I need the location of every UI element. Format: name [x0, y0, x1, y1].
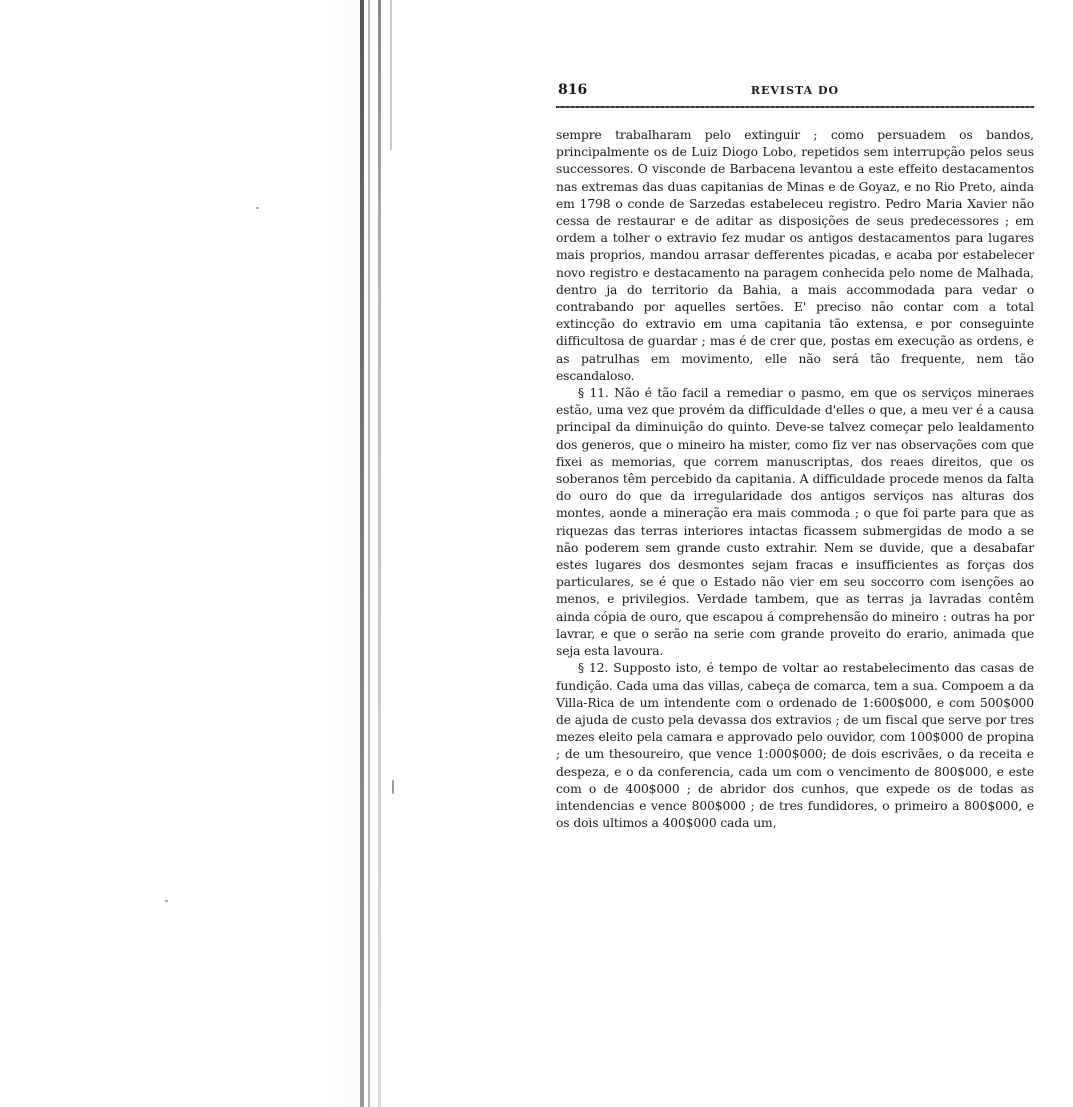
book-binding-edge: [368, 0, 370, 1107]
page-header: [556, 82, 1034, 102]
scan-speck: [256, 207, 259, 209]
page-number: 816: [558, 82, 588, 98]
paragraph-section-12: § 12. Supposto isto, é tempo de voltar ao restabelecimento das casas de fundição. Cada uma das villas, cabeça de comarca, tem a sua. Compoem a da Villa-Rica de um intendente com o ordenado de 1:600$000, e com 500$000 de ajuda de custo pela devassa dos extravios ; de um fiscal que serve por tres mezes eleito pela camara e approvado pelo ouvidor, com 100$000 de propina ; de um thesoureiro, que vence 1:000$000; de dois escrivães, o da receita e despeza, e o da conferencia, cada um com o vencimento de 800$000, e este com o de 400$000 ; de abridor dos cunhos, que expede os de todas as intendencias e vence 800$000 ; de tres fundidores, o primeiro a 800$000, e os dois ultimos a 400$000 cada um,: [556, 661, 1034, 831]
paragraph: sempre trabalharam pelo extinguir ; como persuadem os bandos, principalmente os de Luiz Diogo Lobo, repetidos sem interrupção pelos seus successores. O visconde de Barbacena levantou a este effeito destacamentos nas extremas das duas capitanias de Minas e de Goyaz, e no Rio Preto, ainda em 1798 o conde de Sarzedas estabeleceu registro. Pedro Maria Xavier não cessa de restaurar e de aditar as disposições de seus predecessores ; em ordem a tolher o extravio fez mudar os antigos destacamentos para lugares mais proprios, mandou arrasar defferentes picadas, e acaba por estabelecer novo registro e destacamento na paragem conhecida pelo nome de Malhada, dentro ja do territorio da Bahia, a mais accommodada para vedar o contrabando por aquelles sertões. E' preciso não contar com a total extincção do extravio em uma capitania tão extensa, e por conseguinte difficultosa de guardar ; mas é de crer que, postas em execução as ordens, e as patrulhas em movimento, elle não será tão frequente, nem tão escandaloso.: [556, 128, 1034, 383]
book-binding-mark: [390, 0, 392, 150]
scan-speck: [392, 780, 394, 794]
body-text: [556, 127, 1034, 832]
book-binding-fold: [378, 0, 381, 1107]
running-head: REVISTA DO: [750, 84, 840, 97]
scan-speck: [165, 900, 168, 902]
book-binding-shadow: [360, 0, 364, 1107]
header-rule: [556, 106, 1034, 108]
document-page: [556, 82, 1034, 831]
paragraph-section-11: § 11. Não é tão facil a remediar o pasmo, em que os serviços mineraes estão, uma vez que provém da difficuldade d'elles o que, a meu ver é a causa principal da diminuição do quinto. Deve-se talvez começar pelo lealdamento dos generos, que o mineiro ha mister, como fiz ver nas observações com que fixei as memorias, que correm manuscriptas, dos reaes direitos, que os soberanos têm percebido da capitania. A difficuldade procede menos da falta do ouro do que da irregularidade dos antigos serviços nas alturas dos montes, aonde a mineração era mais commoda ; o que foi parte para que as riquezas das terras interiores intactas ficassem submergidas de modo a se não poderem sem grande custo extrahir. Nem se duvide, que a desabafar estes lugares dos desmontes sejam fracas e insufficientes as forças dos particulares, se é que o Estado não vier em seu soccorro com isenções ao menos, e privilegios. Verdade tambem, que as terras ja lavradas contêm ainda cópia de ouro, que escapou á comprehensão do mineiro : outras ha por lavrar, e que o serão na serie com grande proveito do erario, animada que seja esta lavoura.: [556, 386, 1034, 659]
